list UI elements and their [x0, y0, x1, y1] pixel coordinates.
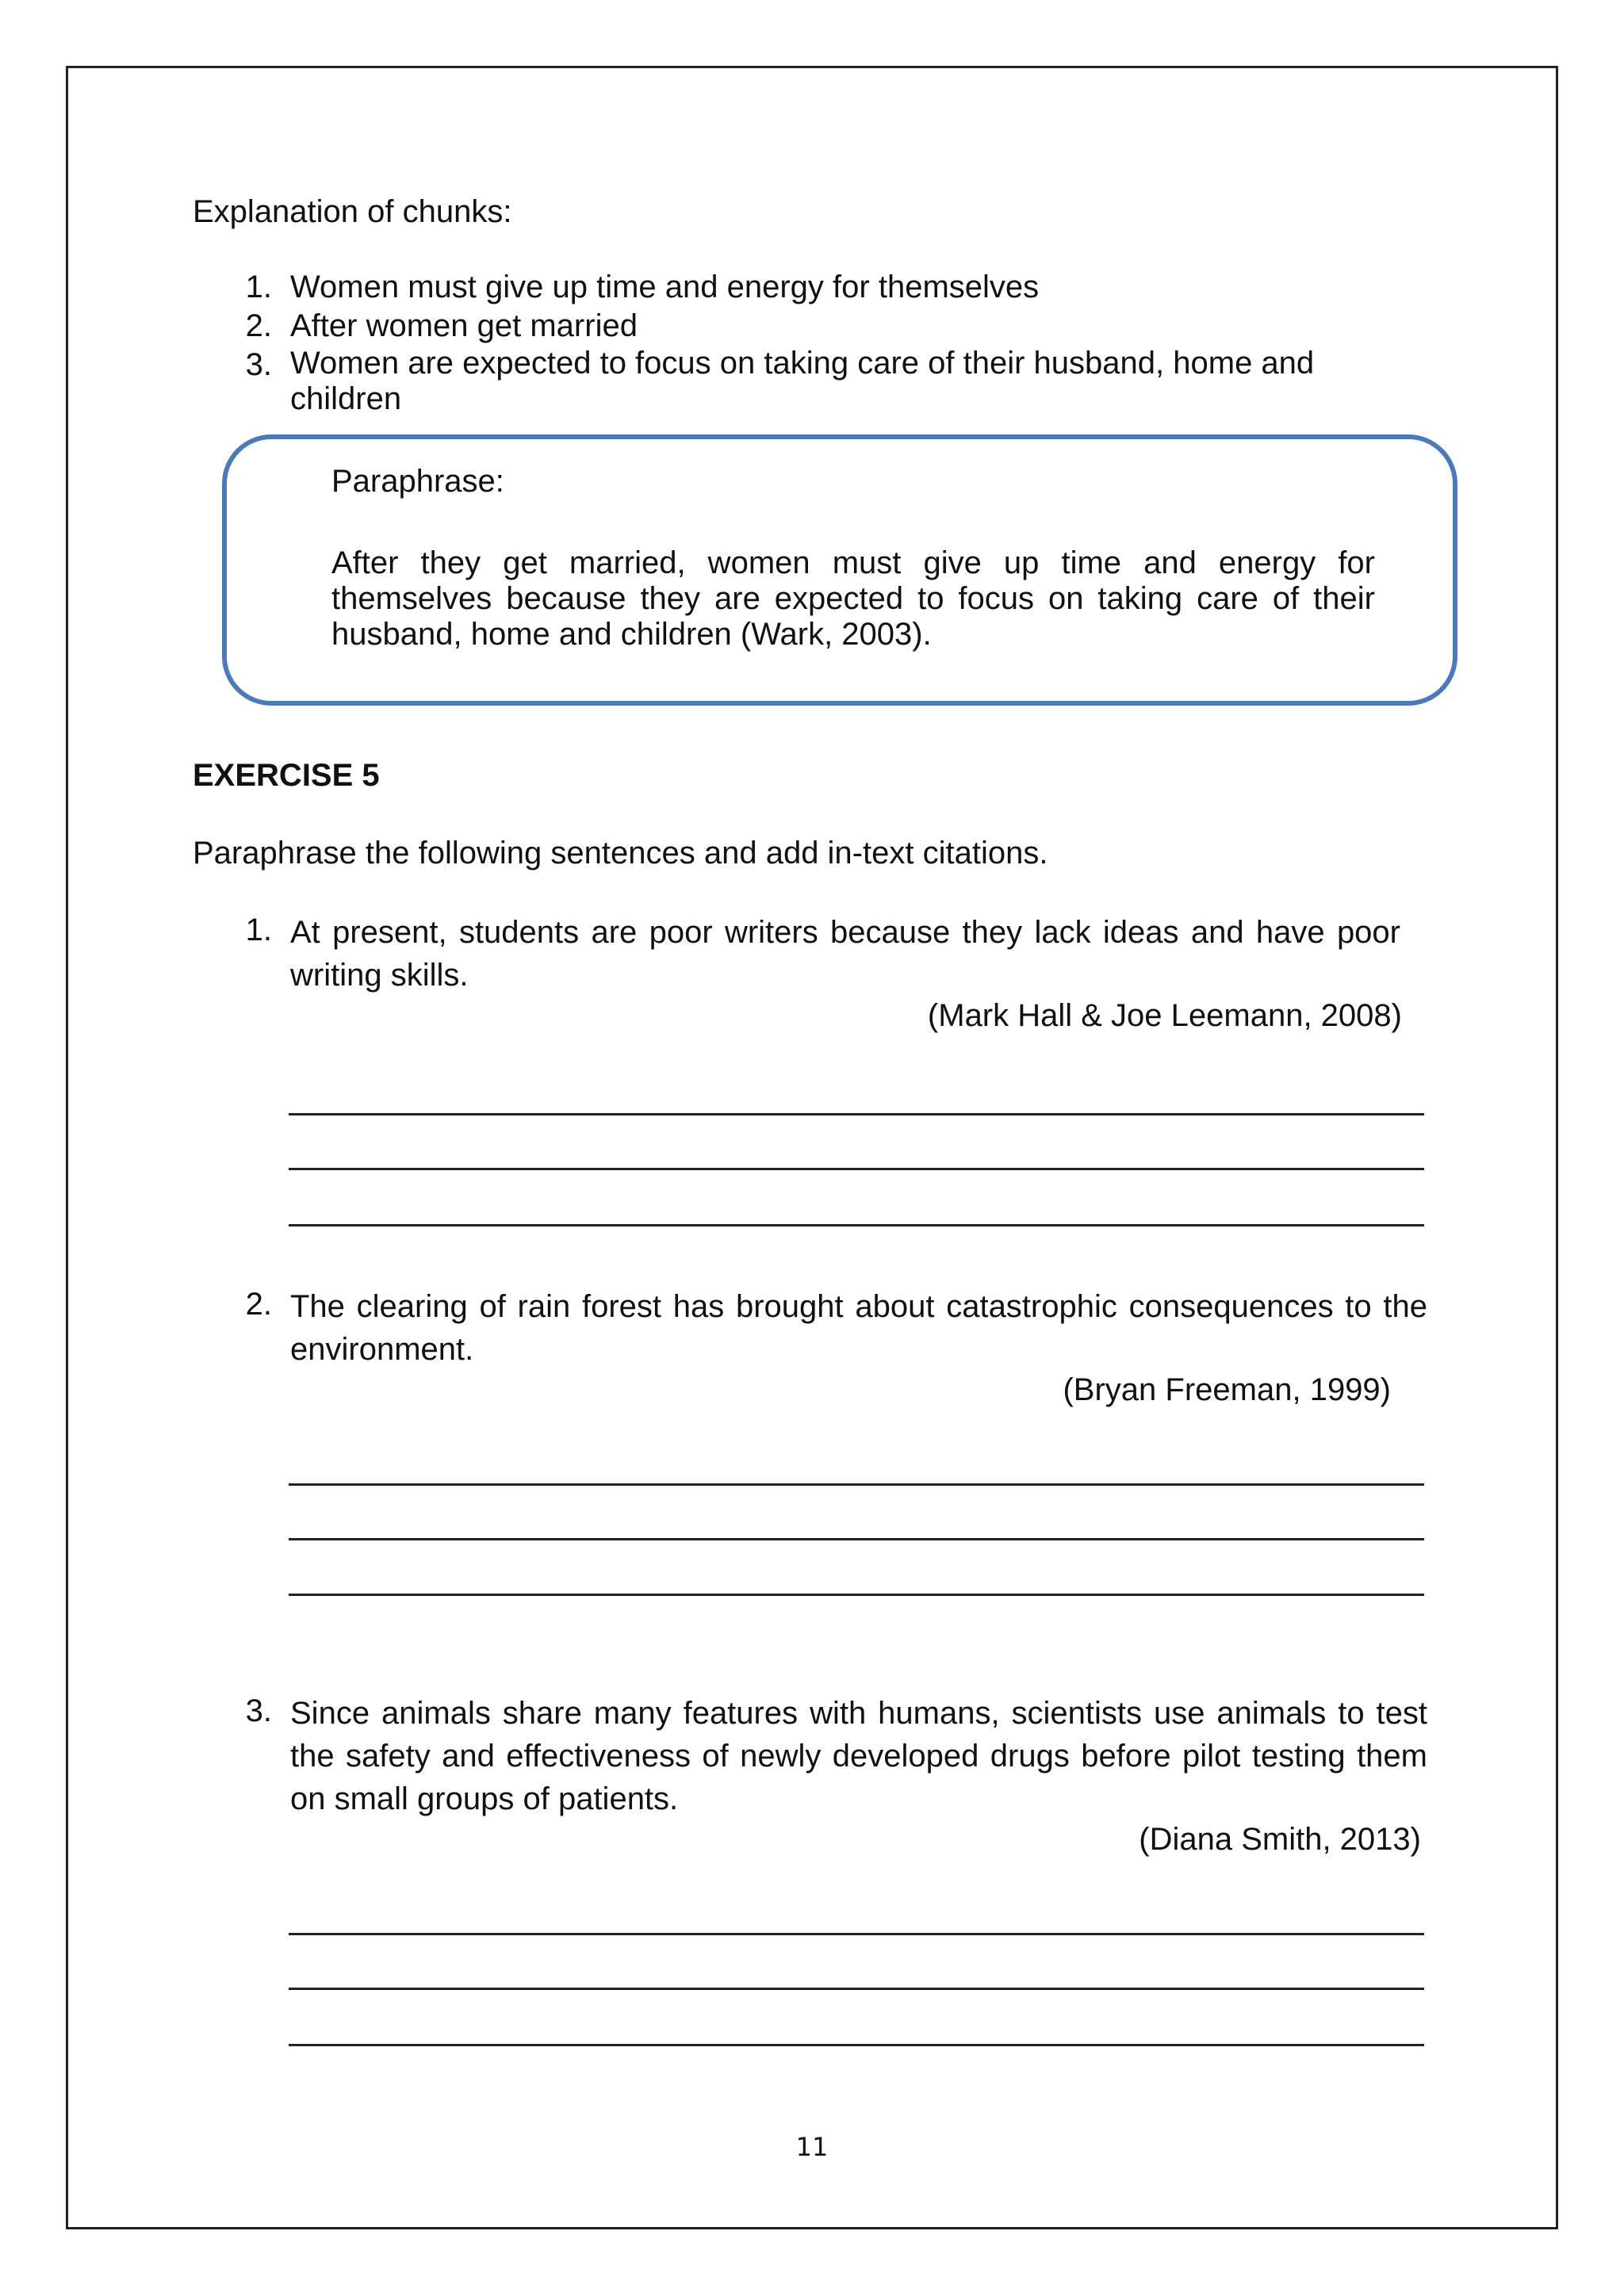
paraphrase-label: Paraphrase: [331, 464, 504, 499]
exercise-title: EXERCISE 5 [193, 758, 380, 793]
citation: (Diana Smith, 2013) [1139, 1822, 1421, 1857]
question-number: 2. [245, 1287, 272, 1322]
answer-line[interactable] [289, 1224, 1424, 1226]
list-number: 2. [245, 308, 272, 343]
paraphrase-text: After they get married, women must give up time and energy for themselves because they are expected to focus on taking care of their husband, home and children (Wark, 2003). [331, 545, 1375, 652]
citation: (Mark Hall & Joe Leemann, 2008) [927, 998, 1402, 1033]
answer-line[interactable] [289, 1113, 1424, 1115]
exercise-instruction: Paraphrase the following sentences and add in-text citations. [193, 836, 1048, 871]
list-text: After women get married [290, 308, 638, 343]
explanation-heading: Explanation of chunks: [193, 194, 512, 229]
list-number: 1. [245, 270, 272, 304]
question-number: 3. [245, 1693, 272, 1728]
list-text: Women are expected to focus on taking care of their husband, home and children [290, 346, 1315, 416]
page-number: 11 [795, 2132, 829, 2162]
question-text: Since animals share many features with humans, scientists use animals to test the safety and effectiveness of newly developed drugs before pilot testing them on small groups of patients. [290, 1696, 1427, 1816]
answer-line[interactable] [289, 2044, 1424, 2046]
list-number: 3. [245, 347, 272, 382]
question-text: At present, students are poor writers because they lack ideas and have poor writing skills. [290, 915, 1400, 993]
answer-line[interactable] [289, 1168, 1424, 1170]
question-text: The clearing of rain forest has brought about catastrophic consequences to the environment. [290, 1289, 1427, 1367]
list-text: Women must give up time and energy for themselves [290, 270, 1040, 304]
answer-line[interactable] [289, 1483, 1424, 1486]
citation: (Bryan Freeman, 1999) [1063, 1372, 1391, 1407]
answer-line[interactable] [289, 1933, 1424, 1935]
answer-line[interactable] [289, 1988, 1424, 1990]
answer-line[interactable] [289, 1538, 1424, 1540]
answer-line[interactable] [289, 1594, 1424, 1596]
question-number: 1. [245, 913, 272, 947]
